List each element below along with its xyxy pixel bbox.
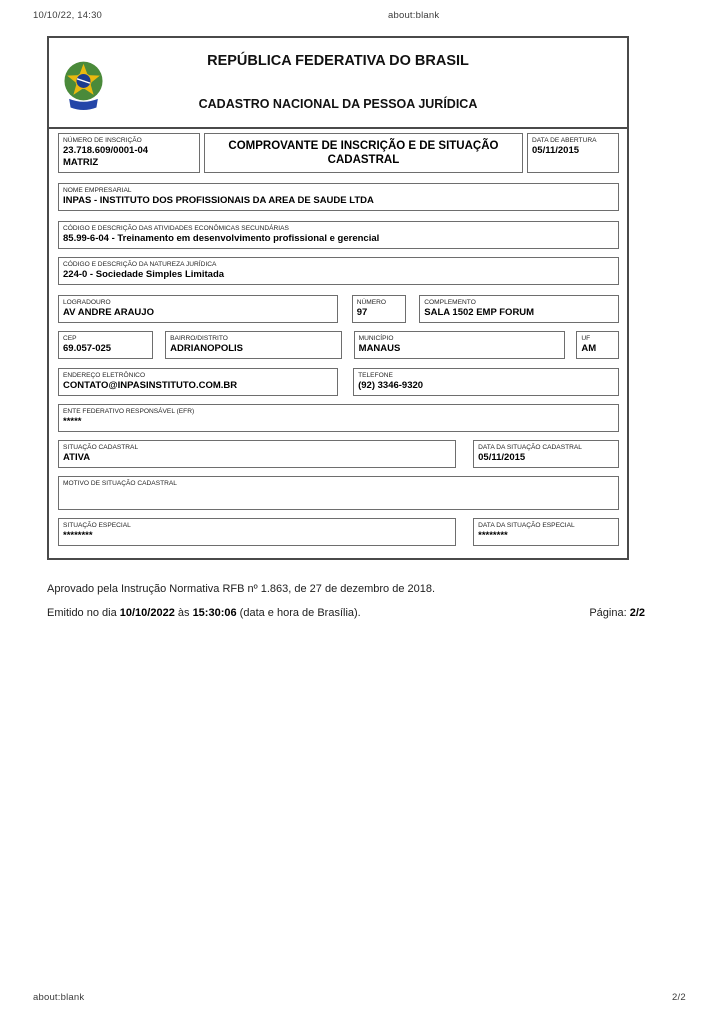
- field-label: DATA DA SITUAÇÃO ESPECIAL: [478, 521, 575, 529]
- field-value: CONTATO@INPASINSTITUTO.COM.BR: [63, 380, 238, 392]
- emission-line: [47, 607, 645, 619]
- field-value: (92) 3346-9320: [358, 380, 424, 392]
- page-label: Página:: [589, 607, 630, 619]
- field-value: ********: [478, 530, 508, 542]
- field-value: AM: [581, 343, 597, 355]
- emission-suffix: (data e hora de Brasília).: [236, 607, 361, 619]
- field-label: NOME EMPRESARIAL: [63, 186, 132, 194]
- emission-date: 10/10/2022: [119, 607, 175, 619]
- field-motivo-situacao-cadastral: [58, 476, 619, 510]
- republic-title: REPÚBLICA FEDERATIVA DO BRASIL: [207, 53, 469, 69]
- row-nome-empresarial: [58, 183, 619, 211]
- emission-time: 15:30:06: [192, 607, 237, 619]
- field-label: NÚMERO: [356, 298, 386, 306]
- field-value: 85.99-6-04 - Treinamento em desenvolvimento profissional e gerencial: [63, 233, 380, 245]
- row-inscricao: [58, 133, 619, 173]
- field-atividades-secundarias: [58, 221, 619, 249]
- field-label: CEP: [63, 334, 77, 342]
- field-value: 23.718.609/0001-04: [63, 145, 149, 157]
- field-data-situacao-especial: [473, 518, 619, 546]
- field-logradouro: [58, 295, 338, 323]
- print-footer-page: 2/2: [672, 992, 686, 1003]
- field-municipio: [354, 331, 565, 359]
- field-value: 97: [356, 307, 368, 319]
- field-numero-inscricao: [58, 133, 200, 173]
- field-cep: [58, 331, 153, 359]
- row-motivo-situacao: [58, 476, 619, 510]
- field-value: INPAS - INSTITUTO DOS PROFISSIONAIS DA AREA DE SAUDE LTDA: [63, 195, 374, 207]
- registry-title: CADASTRO NACIONAL DA PESSOA JURÍDICA: [198, 97, 478, 111]
- field-nome-empresarial: [58, 183, 619, 211]
- field-complemento: [419, 295, 619, 323]
- field-label: ENDEREÇO ELETRÔNICO: [63, 371, 146, 379]
- row-contato: [58, 368, 619, 396]
- field-value: 05/11/2015: [532, 145, 580, 157]
- field-value: ADRIANOPOLIS: [170, 343, 243, 355]
- certificate-body: [49, 129, 627, 546]
- field-label: SITUAÇÃO CADASTRAL: [63, 443, 139, 451]
- field-value: 05/11/2015: [478, 452, 526, 464]
- field-value: SALA 1502 EMP FORUM: [424, 307, 535, 319]
- field-value: ATIVA: [63, 452, 91, 464]
- page-indicator: [589, 607, 645, 619]
- field-data-abertura: [527, 133, 619, 173]
- page-value: 2/2: [629, 607, 645, 619]
- field-value: AV ANDRE ARAUJO: [63, 307, 154, 319]
- field-telefone: [353, 368, 619, 396]
- emission-connector: às: [174, 607, 193, 619]
- field-label: NÚMERO DE INSCRIÇÃO: [63, 136, 142, 144]
- field-efr: [58, 404, 619, 432]
- field-value: 69.057-025: [63, 343, 112, 355]
- field-label: BAIRRO/DISTRITO: [170, 334, 228, 342]
- field-endereco-eletronico: [58, 368, 338, 396]
- field-natureza-juridica: [58, 257, 619, 285]
- field-numero: [352, 295, 406, 323]
- certificate-header: [49, 38, 627, 129]
- emission-text: [47, 607, 361, 619]
- field-label: COMPLEMENTO: [424, 298, 476, 306]
- field-value: ********: [63, 530, 93, 542]
- field-label: CÓDIGO E DESCRIÇÃO DAS ATIVIDADES ECONÔMICAS SECUNDÁRIAS: [63, 224, 289, 232]
- row-endereco: [58, 295, 619, 323]
- field-situacao-especial: [58, 518, 456, 546]
- row-situacao-cadastral: [58, 440, 619, 468]
- comprovante-title: COMPROVANTE DE INSCRIÇÃO E DE SITUAÇÃO CADASTRAL: [204, 133, 523, 173]
- field-uf: [576, 331, 619, 359]
- print-footer-url: about:blank: [33, 992, 85, 1003]
- field-label: TELEFONE: [358, 371, 393, 379]
- field-bairro-distrito: [165, 331, 342, 359]
- field-label: DATA DE ABERTURA: [532, 136, 597, 144]
- field-value: 224-0 - Sociedade Simples Limitada: [63, 269, 225, 281]
- field-value: *****: [63, 416, 82, 428]
- field-note: MATRIZ: [63, 156, 99, 168]
- emission-prefix: Emitido no dia: [47, 607, 120, 619]
- row-efr: [58, 404, 619, 432]
- row-cep-bairro: [58, 331, 619, 359]
- row-situacao-especial: [58, 518, 619, 546]
- row-atividades-secundarias: [58, 221, 619, 249]
- field-label: LOGRADOURO: [63, 298, 111, 306]
- field-label: SITUAÇÃO ESPECIAL: [63, 521, 131, 529]
- approval-note: Aprovado pela Instrução Normativa RFB nº 1.863, de 27 de dezembro de 2018.: [47, 583, 436, 595]
- field-label: DATA DA SITUAÇÃO CADASTRAL: [478, 443, 582, 451]
- cnpj-certificate: [47, 36, 629, 560]
- field-situacao-cadastral: [58, 440, 456, 468]
- field-label: MUNICÍPIO: [358, 334, 394, 342]
- field-value: MANAUS: [358, 343, 401, 355]
- field-data-situacao-cadastral: [473, 440, 619, 468]
- field-label: MOTIVO DE SITUAÇÃO CADASTRAL: [63, 479, 177, 487]
- field-label: UF: [581, 334, 591, 342]
- field-label: ENTE FEDERATIVO RESPONSÁVEL (EFR): [63, 407, 195, 415]
- row-natureza-juridica: [58, 257, 619, 285]
- print-page-title: about:blank: [388, 10, 440, 21]
- print-datetime: 10/10/22, 14:30: [33, 10, 103, 21]
- field-label: CÓDIGO E DESCRIÇÃO DA NATUREZA JURÍDICA: [63, 260, 217, 268]
